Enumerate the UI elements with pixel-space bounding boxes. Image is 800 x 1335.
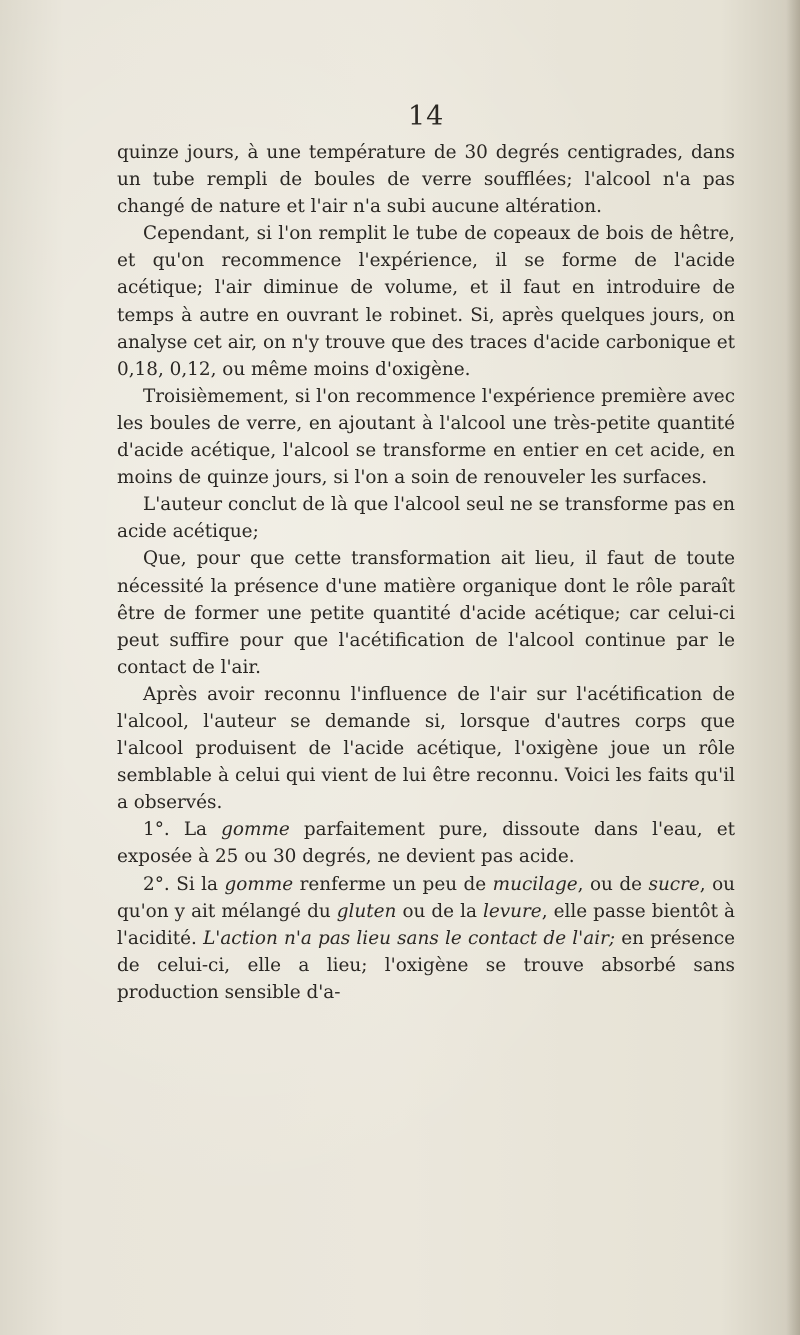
text-run: L'auteur conclut de là que l'alcool seul ne se transforme pas en acide acétique; [117, 494, 735, 543]
text-run: renferme un peu de [293, 873, 493, 895]
italic-text: gomme [224, 873, 294, 895]
italic-text: gomme [221, 819, 290, 841]
text-run: parfaitement pure, dissoute dans l'eau, et exposée à 25 ou 30 degrés, ne devient pas acide. [117, 819, 735, 868]
paragraph [117, 491, 735, 545]
text-run: , ou qu'on y ait mélangé du [117, 873, 736, 922]
paragraph [117, 681, 735, 816]
page-number: 14 [408, 101, 445, 132]
text-run: Après avoir reconnu l'influence de l'air sur l'acétification de l'alcool, l'auteur se demande si, lorsque d'autres corps que l'alcool produisent de l'acide acétique, l'oxigène joue un rôle semblable à celui qui vient de lui être reconnu. Voici les faits qu'il a observés. [117, 683, 735, 814]
italic-text: levure [483, 900, 542, 922]
text-run: en présence de celui-ci, elle a lieu; l'oxigène se trouve absorbé sans production sensible d'a- [117, 927, 735, 1003]
italic-text: gluten [336, 900, 397, 922]
italic-text: mucilage [492, 873, 578, 895]
text-run: Que, pour que cette transformation ait lieu, il faut de toute nécessité la présence d'une matière organique dont le rôle paraît être de former une petite quantité d'acide acétique; car celui-ci peut suffire pour que l'acétification de l'alcool continue par le contact de l'air. [117, 548, 735, 678]
text-run: Cependant, si l'on remplit le tube de copeaux de bois de hêtre, et qu'on recommence l'expérience, il se forme de l'acide acétique; l'air diminue de volume, et il faut en introduire de temps à autre en ouvrant le robinet. Si, après quelques jours, on analyse cet air, on n'y trouve que des traces d'acide carbonique et 0,18, 0,12, ou même moins d'oxigène. [117, 223, 735, 380]
italic-text: L'action n'a pas lieu sans le contact de l'air; [203, 927, 616, 949]
text-run: Troisièmement, si l'on recommence l'expérience première avec les boules de verre, en ajoutant à l'alcool une très-petite quantité d'acide acétique, l'alcool se transforme en entier en cet acide, en moins de quinze jours, si l'on a soin de renouveler les surfaces. [117, 385, 735, 489]
paragraph [117, 220, 735, 383]
text-run: quinze jours, à une température de 30 degrés centigrades, dans un tube rempli de boules de verre soufflées; l'alcool n'a pas changé de nature et l'air n'a subi aucune altération. [117, 142, 735, 218]
paragraph [117, 871, 735, 1006]
paragraph [117, 816, 735, 870]
text-run: ou de la [396, 900, 484, 922]
page-edge-shadow [786, 0, 800, 1335]
text-run: 1°. La [143, 819, 222, 841]
italic-text: sucre [648, 873, 700, 895]
paragraph [117, 139, 735, 220]
body-text [117, 139, 735, 1006]
paragraph [117, 383, 735, 491]
paragraph [117, 545, 735, 680]
text-run: , elle passe bientôt à l'acidité. [117, 900, 735, 949]
text-run: , ou de [577, 873, 649, 895]
text-run: 2°. Si la [143, 873, 225, 895]
